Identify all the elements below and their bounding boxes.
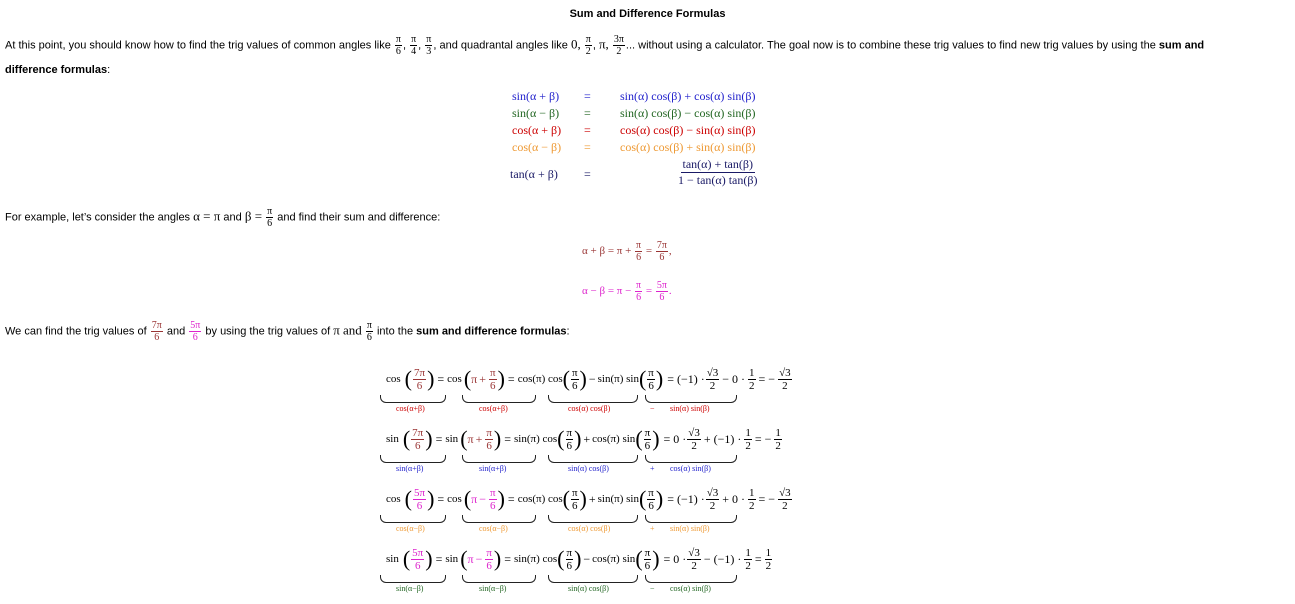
underbrace — [380, 395, 446, 403]
frac-pi-over-6: $\frac{\pi}{6}$ — [644, 546, 651, 572]
beta-eq: β = — [244, 208, 263, 224]
calc-frac-2: $\frac{1}{2}$ — [749, 486, 755, 512]
paren-left: ( — [557, 546, 565, 571]
intro-text-2: and quadrantal angles like — [439, 39, 568, 52]
calc-p2: sin(π) sin — [597, 373, 639, 385]
underbrace-label: sin(α) cos(β) — [568, 584, 609, 593]
intro-colon: : — [107, 64, 111, 76]
calc-row — [380, 359, 793, 399]
paren-right: ) — [574, 426, 582, 451]
paren-right: ) — [655, 486, 664, 511]
underbrace-label: cos(α+β) — [479, 404, 508, 413]
paren-right: ) — [497, 486, 505, 511]
intro-text-1: At this point, you should know how to find the trig values of common angles like — [5, 39, 391, 52]
paren-right: ) — [497, 366, 505, 391]
underbrace-label: cos(α) sin(β) — [670, 584, 711, 593]
underbrace — [548, 575, 638, 583]
calc-fn: sin — [386, 553, 399, 565]
paren-right: ) — [493, 546, 502, 571]
calc-row — [380, 539, 773, 579]
calc-p1: cos(π) cos — [517, 373, 563, 385]
underbrace — [380, 575, 446, 583]
paren-left: ( — [638, 486, 647, 511]
underbrace-label: cos(α) sin(β) — [670, 464, 711, 473]
calc-result-frac: $\frac{√3}{2}$ — [779, 366, 791, 392]
frac-pi-over-6: $\frac{\pi}{6}$ — [490, 366, 496, 392]
example-text-1: For example, let’s consider the angles — [5, 211, 191, 224]
underbrace — [548, 455, 638, 463]
calc-pi: π — [467, 551, 474, 566]
underbrace — [462, 575, 536, 583]
calc-eq: = — [504, 431, 512, 446]
frac-pi-3: $\frac{\pi}{3}$ — [426, 34, 432, 57]
underbrace — [645, 515, 737, 523]
underbrace-op-label: + — [650, 464, 655, 473]
calc-result: = — [754, 551, 762, 566]
calc-frac-2: $\frac{1}{2}$ — [745, 546, 751, 572]
calc-eq: = — [507, 371, 515, 386]
find-pi-and: π and — [333, 322, 362, 338]
paren-right: ) — [652, 426, 660, 451]
formula-equals: = — [584, 106, 591, 120]
calc-result: = − — [758, 491, 776, 506]
calc-frac-1: $\frac{√3}{2}$ — [706, 366, 719, 392]
formula-lhs: sin(α − β) — [512, 106, 560, 120]
paren-left: ( — [463, 366, 472, 391]
underbrace-op-label: − — [650, 404, 655, 413]
calc-eval-mid: + (−1) · — [703, 431, 742, 446]
sum-lhs: α + β = π + — [582, 245, 632, 258]
paren-left: ( — [638, 366, 647, 391]
calc-p2: cos(π) sin — [592, 553, 636, 565]
underbrace-label: cos(α) cos(β) — [568, 524, 611, 533]
paren-right: ) — [655, 366, 664, 391]
underbrace-label: cos(α−β) — [396, 524, 425, 533]
underbrace-op-label: − — [650, 584, 655, 593]
page-title: Sum and Difference Formulas — [569, 8, 726, 20]
paren-right: ) — [579, 366, 587, 391]
frac-pi-over-6: $\frac{\pi}{6}$ — [566, 426, 573, 452]
calc-result: = − — [758, 371, 776, 386]
frac-beta: $\frac{\pi}{6}$ — [267, 206, 273, 229]
paren-right: ) — [425, 546, 433, 571]
paren-right: ) — [427, 486, 435, 511]
paren-left: ( — [463, 486, 472, 511]
find-bold: sum and difference formulas — [416, 325, 567, 338]
intro-text-3: ... without using a calculator. The goal now is to combine these trig values to find new trig values by using the — [625, 39, 1156, 52]
example-and: and — [223, 211, 242, 224]
calc-frac-1: $\frac{√3}{2}$ — [688, 546, 700, 572]
underbrace-label: sin(α+β) — [396, 464, 424, 473]
paren-left: ( — [404, 486, 412, 511]
formula-rhs: sin(α) cos(β) − cos(α) sin(β) — [620, 106, 756, 120]
paren-right: ) — [425, 426, 433, 451]
calc-expand-fn: cos — [447, 373, 462, 385]
calc-mid-op: − — [583, 551, 591, 566]
formula-tan-fraction — [676, 157, 759, 188]
frac-pi-over-6: $\frac{\pi}{6}$ — [486, 546, 492, 572]
calc-result-frac: $\frac{1}{2}$ — [765, 546, 772, 572]
calc-eval: = 0 · — [663, 431, 687, 446]
calc-p1: cos(π) cos — [517, 493, 563, 505]
underbrace — [645, 455, 737, 463]
calc-pi: π — [467, 431, 474, 446]
underbrace — [645, 395, 737, 403]
calc-eval-mid: − 0 · — [722, 371, 746, 386]
calc-result-frac: $\frac{1}{2}$ — [775, 426, 781, 452]
diff-lhs: α − β = π − — [582, 285, 632, 298]
underbrace-label: sin(α−β) — [396, 584, 424, 593]
paren-right: ) — [652, 546, 660, 571]
underbrace — [380, 515, 446, 523]
calc-p2: sin(π) sin — [597, 493, 639, 505]
calc-op: − — [479, 491, 487, 506]
paren-left: ( — [460, 546, 468, 571]
diff-frac-2: $\frac{5\pi}{6}$ — [656, 280, 667, 303]
underbrace — [462, 395, 536, 403]
calc-row — [380, 419, 783, 459]
find-and: and — [166, 325, 186, 338]
paren-left: ( — [402, 546, 411, 571]
paren-right: ) — [427, 366, 435, 391]
frac-pi-over-6: $\frac{\pi}{6}$ — [486, 426, 492, 452]
underbrace-label: cos(α−β) — [479, 524, 508, 533]
calc-op: − — [475, 551, 483, 566]
calc-eq: = — [507, 491, 515, 506]
calc-pi: π — [471, 371, 478, 386]
frac-pi-over-6: $\frac{\pi}{6}$ — [644, 426, 651, 452]
sum-frac-2: $\frac{7\pi}{6}$ — [656, 240, 667, 263]
sum-frac-1: $\frac{\pi}{6}$ — [636, 240, 642, 263]
zero-value: 0, — [570, 36, 581, 52]
paren-left: ( — [562, 366, 570, 391]
calc-p1: sin(π) cos — [514, 553, 558, 565]
paren-left: ( — [557, 426, 565, 451]
frac-pi-over-6: $\frac{\pi}{6}$ — [648, 486, 654, 512]
calc-mid-op: − — [588, 371, 596, 386]
calc-eq: = — [435, 551, 443, 566]
formula-lhs: cos(α + β) — [512, 123, 562, 137]
formula-equals: = — [584, 167, 591, 181]
underbrace — [462, 515, 536, 523]
calc-pi: π — [471, 491, 478, 506]
formula-lhs: tan(α + β) — [510, 167, 558, 181]
calc-frac-2: $\frac{1}{2}$ — [749, 366, 755, 392]
calc-frac-2: $\frac{1}{2}$ — [745, 426, 751, 452]
calc-fn: cos — [386, 373, 401, 385]
calc-op: + — [479, 371, 487, 386]
frac-pi-over-6: $\frac{\pi}{6}$ — [571, 486, 578, 512]
formula-equals: = — [584, 123, 591, 137]
find-frac-5pi: $\frac{5\pi}{6}$ — [190, 320, 201, 343]
formula-equals: = — [584, 140, 591, 154]
sum-equation: α + β = π + $\frac{\pi}{6}$ = $\frac{7\pi}{6}$ , — [582, 240, 672, 263]
pi-value: π, — [598, 36, 609, 52]
underbrace — [462, 455, 536, 463]
find-text-3: into the — [376, 325, 414, 338]
tan-numerator: tan(α) + tan(β) — [682, 157, 753, 171]
calc-eval: = (−1) · — [667, 371, 705, 386]
tan-denominator: 1 − tan(α) tan(β) — [678, 173, 758, 187]
find-paragraph — [5, 320, 570, 343]
calc-fn: cos — [386, 493, 401, 505]
underbrace-label: sin(α) sin(β) — [670, 524, 710, 533]
find-text-1: We can find the trig values of — [5, 325, 147, 338]
calc-mid-op: + — [583, 431, 591, 446]
intro-paragraph: At this point, you should know how to find the trig values of common angles like $\frac{\pi}{6}$ , $\frac{\pi}{4}$ , $\frac{\pi}{3}$ , and quadrantal angles like 0, $\frac{\pi}{2}$ , π, $\frac{3\pi}{2}$ ... without using a calculator. The goal now is to combine these trig values to find new trig values by using the sum and — [5, 34, 1205, 57]
find-frac-7pi: $\frac{7\pi}{6}$ — [151, 320, 162, 343]
frac-pi-over-6: $\frac{\pi}{6}$ — [490, 486, 496, 512]
frac-pi-over-6: $\frac{\pi}{6}$ — [566, 546, 573, 572]
frac-3pi-2: $\frac{3\pi}{2}$ — [613, 34, 624, 57]
formula-rhs: sin(α) cos(β) + cos(α) sin(β) — [620, 89, 756, 103]
intro-bold-1: sum and — [1158, 39, 1205, 52]
find-text-2: by using the trig values of — [205, 325, 331, 338]
calc-p1: sin(π) cos — [514, 433, 558, 445]
paren-left: ( — [404, 366, 412, 391]
formula-rhs: cos(α) cos(β) + sin(α) sin(β) — [620, 140, 756, 154]
underbrace — [380, 455, 446, 463]
paren-left: ( — [635, 546, 643, 571]
calc-mid-op: + — [588, 491, 596, 506]
calc-eval-mid: − (−1) · — [703, 551, 742, 566]
paren-left: ( — [635, 426, 643, 451]
calc-op: + — [475, 431, 483, 446]
calc-angle: $\frac{7\pi}{6}$ — [412, 426, 424, 452]
formula-lhs: cos(α − β) — [512, 140, 562, 154]
calc-expand-fn: sin — [445, 433, 459, 445]
calc-row — [380, 479, 793, 519]
paren-left: ( — [562, 486, 570, 511]
calc-angle: $\frac{5\pi}{6}$ — [414, 486, 426, 512]
diff-equation: α − β = π − $\frac{\pi}{6}$ = $\frac{5\pi}{6}$ . — [582, 280, 672, 303]
formula-equals: = — [584, 89, 591, 103]
paren-left: ( — [460, 426, 468, 451]
calc-eq: = — [504, 551, 512, 566]
calc-frac-1: $\frac{√3}{2}$ — [688, 426, 700, 452]
example-paragraph — [5, 206, 440, 229]
underbrace — [645, 575, 737, 583]
underbrace-label: sin(α) cos(β) — [568, 464, 609, 473]
calc-p2: cos(π) sin — [592, 433, 636, 445]
underbrace — [548, 395, 638, 403]
underbrace-label: sin(α) sin(β) — [670, 404, 710, 413]
frac-pi-over-6: $\frac{\pi}{6}$ — [648, 366, 654, 392]
calc-angle: $\frac{7\pi}{6}$ — [414, 366, 426, 392]
alpha-eq: α = π — [193, 208, 221, 224]
formula-lhs: sin(α + β) — [512, 89, 560, 103]
underbrace-label: cos(α) cos(β) — [568, 404, 611, 413]
diff-frac-1: $\frac{\pi}{6}$ — [636, 280, 642, 303]
frac-pi-over-6: $\frac{\pi}{6}$ — [571, 366, 578, 392]
paren-right: ) — [574, 546, 582, 571]
find-colon: : — [566, 325, 570, 338]
underbrace-op-label: + — [650, 524, 655, 533]
calc-fn: sin — [386, 433, 399, 445]
calc-eval-mid: + 0 · — [722, 491, 746, 506]
find-frac-pi6: $\frac{\pi}{6}$ — [366, 320, 372, 343]
paren-right: ) — [579, 486, 587, 511]
calc-angle: $\frac{5\pi}{6}$ — [412, 546, 424, 572]
calc-eval: = (−1) · — [667, 491, 705, 506]
calc-eq: = — [437, 371, 445, 386]
underbrace-label: cos(α+β) — [396, 404, 425, 413]
calc-eq: = — [435, 431, 443, 446]
calc-eval: = 0 · — [663, 551, 687, 566]
frac-pi-4: $\frac{\pi}{4}$ — [411, 34, 417, 57]
calc-frac-1: $\frac{√3}{2}$ — [706, 486, 719, 512]
calc-expand-fn: sin — [445, 553, 459, 565]
calc-expand-fn: cos — [447, 493, 462, 505]
formula-rhs: cos(α) cos(β) − sin(α) sin(β) — [620, 123, 756, 137]
intro-bold-2: difference formulas — [5, 64, 108, 76]
calc-eq: = — [437, 491, 445, 506]
calc-result: = − — [754, 431, 772, 446]
intro-line-2 — [5, 63, 110, 77]
frac-pi-6: $\frac{\pi}{6}$ — [395, 34, 401, 57]
example-text-2: and find their sum and difference: — [277, 211, 441, 224]
underbrace-label: sin(α−β) — [479, 584, 507, 593]
paren-left: ( — [402, 426, 411, 451]
frac-pi-2: $\frac{\pi}{2}$ — [585, 34, 591, 57]
underbrace-label: sin(α+β) — [479, 464, 507, 473]
calc-result-frac: $\frac{√3}{2}$ — [779, 486, 791, 512]
underbrace — [548, 515, 638, 523]
paren-right: ) — [493, 426, 502, 451]
